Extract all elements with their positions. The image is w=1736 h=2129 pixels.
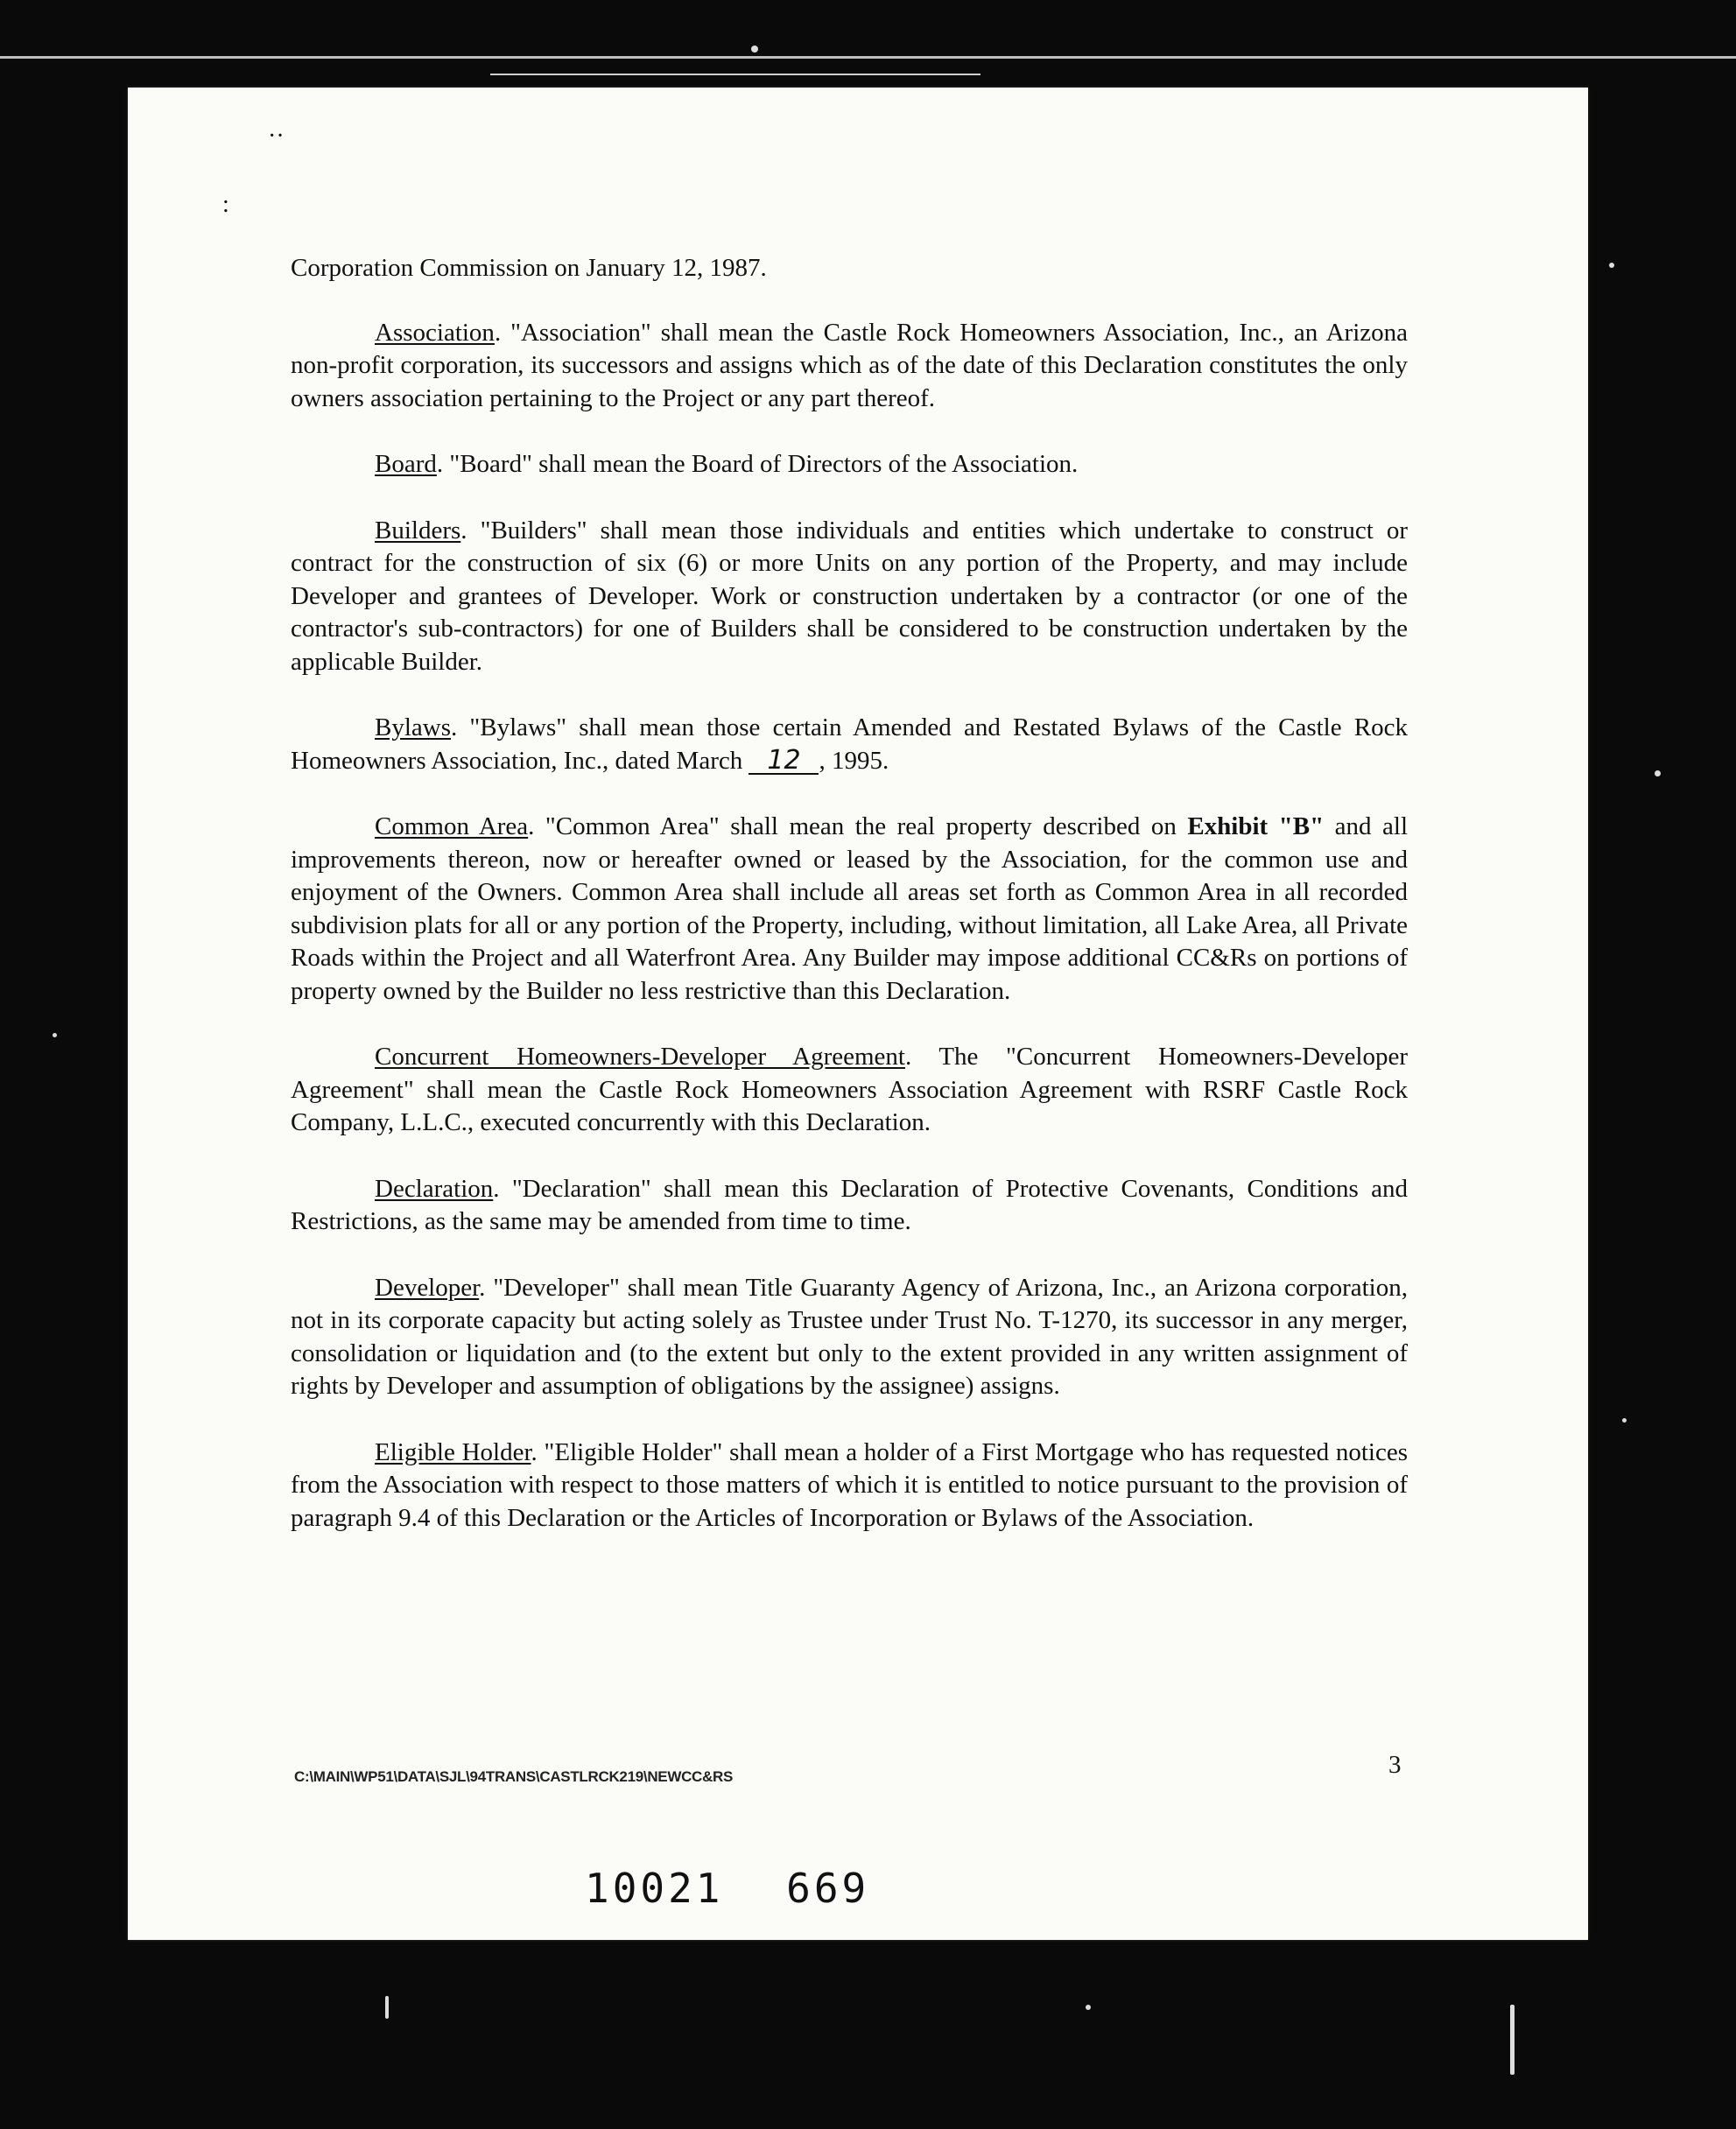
margin-mark: : (222, 191, 229, 218)
scan-speck (1510, 2005, 1515, 2075)
definition-text: . "Developer" shall mean Title Guaranty Agency of Arizona, Inc., an Arizona corporation, not in its corporate capacity but acting solely as Trustee under Trust No. T-1270, its successor in any merger, consolidation or liquidation and (to the extent but only to the extent provided in any written assignment of rights by Developer and assumption of obligations by the assignee) assigns. (291, 1273, 1408, 1400)
scan-speck (1655, 770, 1661, 776)
definition-bylaws (291, 712, 1408, 777)
definition-text: . "Eligible Holder" shall mean a holder of a First Mortgage who has requested notices from the Association with respect to those matters of which it is entitled to notice pursuant to the provision of paragraph 9.4 of this Declaration or the Articles of Incorporation or Bylaws of the Association. (291, 1437, 1408, 1532)
scan-speck (1086, 2005, 1091, 2010)
margin-mark: ·· (268, 123, 285, 150)
defined-term: Developer (375, 1273, 480, 1302)
scan-speck (385, 1996, 389, 2019)
defined-term: Builders (375, 516, 461, 545)
definition-common-area (291, 811, 1408, 1008)
definition-builders (291, 515, 1408, 679)
definition-eligible-holder (291, 1437, 1408, 1535)
file-path-footer: C:\MAIN\WP51\DATA\SJL\94TRANS\CASTLRCK219\NEWCC&RS (294, 1768, 734, 1785)
scan-speck (53, 1033, 57, 1037)
scan-speck (1609, 263, 1614, 268)
definition-text: . "Builders" shall mean those individuals and entities which undertake to construct or contract for the construction of six (6) or more Units on any portion of the Property, and may include Developer and grantees of Developer. Work or construction undertaken by a contractor (or one of the contractor's sub-contractors) for one of Builders shall be considered to be construction undertaken by the applicable Builder. (291, 516, 1408, 676)
definition-text: . "Common Area" shall mean the real property described on (528, 812, 1188, 840)
scan-speck (751, 46, 758, 53)
definition-text: . "Bylaws" shall mean those certain Amended and Restated Bylaws of the Castle Rock Homeowners Association, Inc., dated March (291, 713, 1408, 775)
defined-term: Concurrent Homeowners-Developer Agreement (375, 1043, 905, 1071)
exhibit-reference: Exhibit "B" (1187, 812, 1325, 840)
scan-edge-line (0, 56, 1736, 59)
defined-term: Eligible Holder (375, 1437, 531, 1466)
page-number: 3 (1388, 1751, 1402, 1779)
document-body (291, 252, 1408, 1568)
definition-text: and all improvements thereon, now or hereafter owned or leased by the Association, for the common use and enjoyment of the Owners. Common Area shall include all areas set forth as Common Area in all recorded subdivision plats for all or any portion of the Property, including, without limitation, all Lake Area, all Private Roads within the Project and all Waterfront Area. Any Builder may impose additional CC&Rs on portions of property owned by the Builder no less restrictive than this Declaration. (291, 812, 1408, 1005)
definition-declaration (291, 1173, 1408, 1239)
defined-term: Association (375, 318, 495, 347)
handwritten-date-blank: 12 (749, 748, 819, 775)
definition-text: , 1995. (819, 746, 889, 775)
definition-association (291, 317, 1408, 416)
definition-text: . "Board" shall mean the Board of Directors of the Association. (436, 450, 1079, 478)
scan-speck (1622, 1418, 1627, 1423)
definition-developer (291, 1272, 1408, 1403)
defined-term: Common Area (375, 812, 529, 840)
intro-line: Corporation Commission on January 12, 1987. (291, 254, 767, 282)
definition-text: . The "Concurrent Homeowners-Developer Agreement" shall mean the Castle Rock Homeowners Association Agreement with RSRF Castle Rock Company, L.L.C., executed concurrently with this Declaration. (291, 1043, 1408, 1136)
document-page (128, 88, 1588, 1940)
definition-board (291, 448, 1408, 481)
defined-term: Board (375, 450, 437, 478)
scan-edge-line (490, 74, 980, 75)
recording-stamp: 10021 669 (585, 1865, 870, 1912)
definition-text: . "Association" shall mean the Castle Rock Homeowners Association, Inc., an Arizona non-profit corporation, its successors and assigns which as of the date of this Declaration constitutes the only owners association pertaining to the Project or any part thereof. (291, 318, 1408, 412)
defined-term: Declaration (375, 1174, 494, 1203)
defined-term: Bylaws (375, 713, 451, 741)
definition-text: . "Declaration" shall mean this Declaration of Protective Covenants, Conditions and Restrictions, as the same may be amended from time to time. (291, 1174, 1408, 1235)
definition-concurrent-agreement (291, 1041, 1408, 1140)
